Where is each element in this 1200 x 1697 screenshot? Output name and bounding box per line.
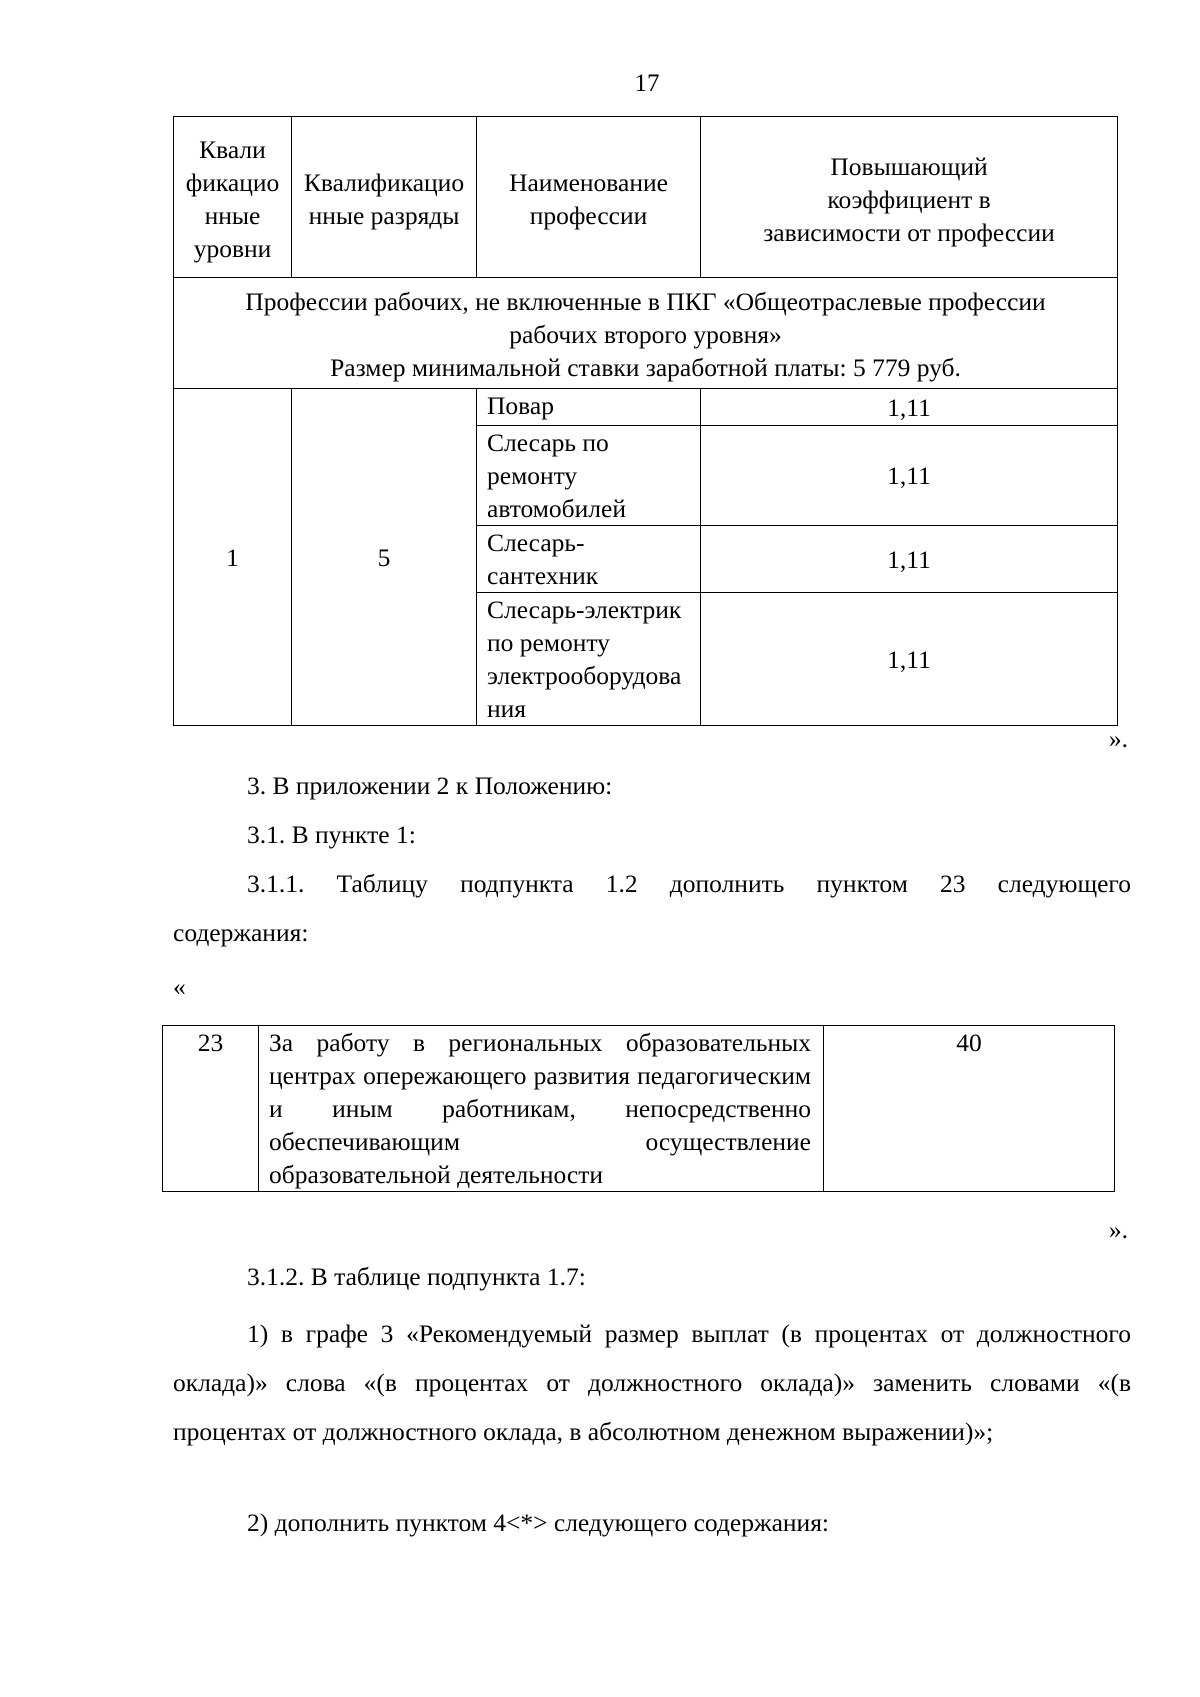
profession-cell: Слесарь- сантехник xyxy=(477,526,701,593)
paragraph-item-2: 2) дополнить пунктом 4<*> следующего содержания: xyxy=(247,1508,830,1537)
profession-coefficients-table xyxy=(173,116,1118,726)
paragraph-3-1-2: 3.1.2. В таблице подпункта 1.7: xyxy=(247,1262,586,1291)
paragraph-3-1-1-line2: содержания: xyxy=(173,918,309,947)
coefficient-cell: 1,11 xyxy=(701,526,1118,593)
table1-closing-quote: ». xyxy=(1108,724,1128,753)
item-description-cell: За работу в региональных образовательных центрах опережающего развития педагогическим и иным работникам, непосредственно обеспечивающим осуществление образовательной деятельности xyxy=(259,1026,824,1192)
section-title: Профессии рабочих, не включенные в ПКГ «Общеотраслевые профессии рабочих второго уровня» Размер минимальной ставки заработной платы: 5 779 руб. xyxy=(174,278,1118,389)
paragraph-3-1: 3.1. В пункте 1: xyxy=(247,820,416,849)
coefficient-cell: 1,11 xyxy=(701,389,1118,426)
paragraph-item-1: 1) в графе 3 «Рекомендуемый размер выплат (в процентах от должностного оклада)» слова «(в процентах от должностного оклада)» заменить словами «(в процентах от должностного оклада, в абсолютном денежном выражении)»; xyxy=(173,1319,1131,1446)
table2-opening-quote: « xyxy=(173,972,186,1001)
header-qualification-levels: Квали фикацио нные уровни xyxy=(174,117,292,278)
coefficient-cell: 1,11 xyxy=(701,426,1118,526)
table-row xyxy=(163,1026,1115,1192)
profession-cell: Слесарь-электрик по ремонту электрооборудова ния xyxy=(477,593,701,726)
qualification-level-cell: 1 xyxy=(174,389,292,726)
qualification-grade-cell: 5 xyxy=(292,389,477,726)
header-coefficient: Повышающий коэффициент в зависимости от профессии xyxy=(701,117,1118,278)
profession-cell: Слесарь по ремонту автомобилей xyxy=(477,426,701,526)
table-header-row xyxy=(174,117,1118,278)
paragraph-3: 3. В приложении 2 к Положению: xyxy=(247,771,613,800)
profession-cell: Повар xyxy=(477,389,701,426)
table-row xyxy=(174,389,1118,426)
paragraph-3-1-1-line1: 3.1.1. Таблицу подпункта 1.2 дополнить пунктом 23 следующего xyxy=(247,869,1131,898)
page-number: 17 xyxy=(634,70,660,97)
allowance-table xyxy=(162,1025,1115,1192)
header-profession-name: Наименование профессии xyxy=(477,117,701,278)
coefficient-cell: 1,11 xyxy=(701,593,1118,726)
item-number-cell: 23 xyxy=(163,1026,259,1192)
section-row xyxy=(174,278,1118,389)
table2-closing-quote: ». xyxy=(1108,1215,1128,1244)
header-qualification-grades: Квалификацио нные разряды xyxy=(292,117,477,278)
item-value-cell: 40 xyxy=(824,1026,1115,1192)
